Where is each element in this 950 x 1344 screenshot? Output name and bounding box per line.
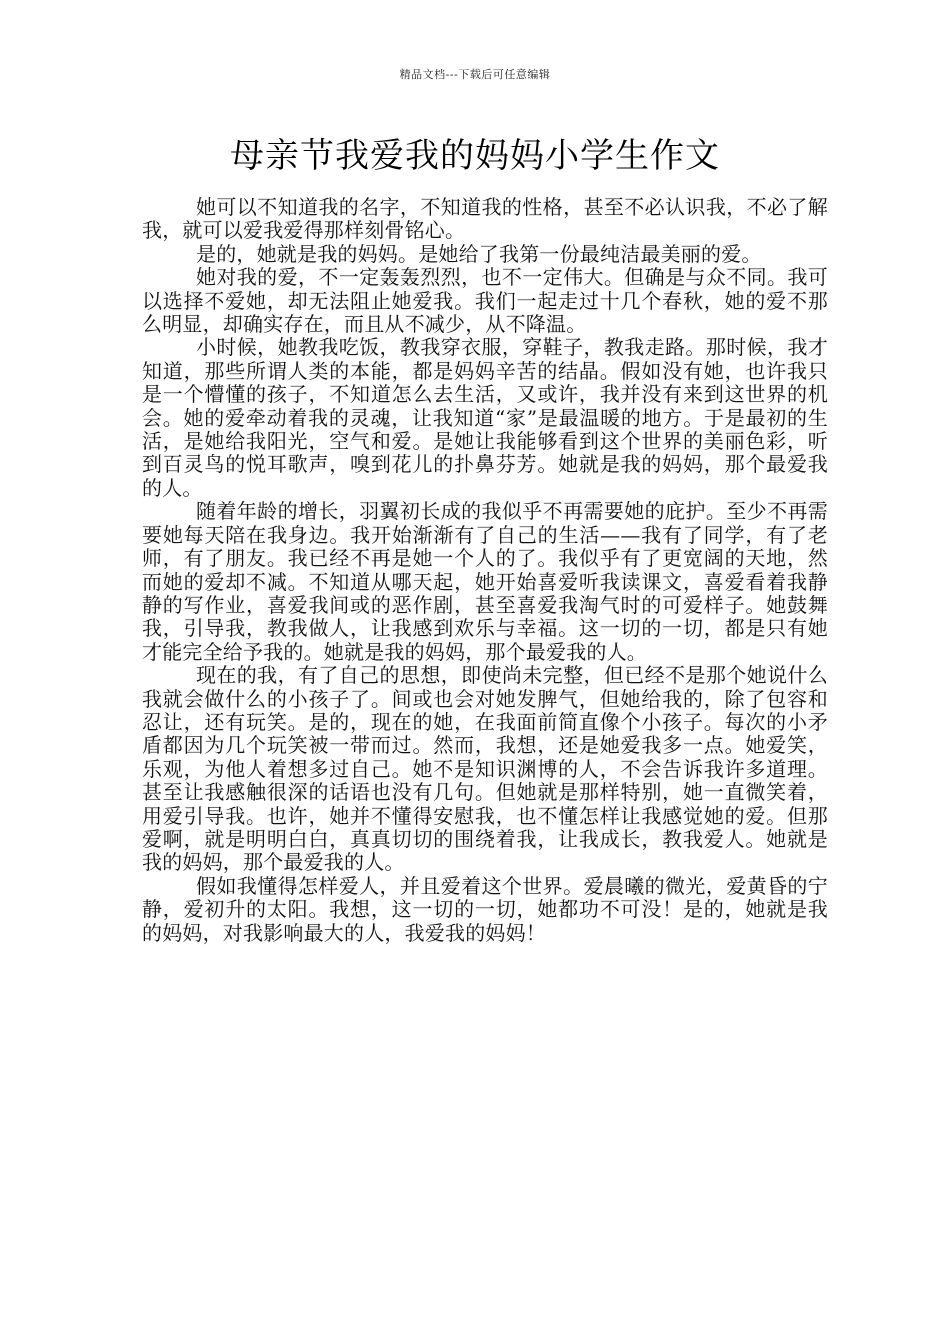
paragraph: 是的，她就是我的妈妈。是她给了我第一份最纯洁最美丽的爱。 [196, 241, 762, 266]
paragraph: 她可以不知道我的名字，不知道我的性格，甚至不必认识我，不必了解我，就可以爱我爱得那样刻骨铭心。 [142, 195, 828, 243]
paragraph: 她对我的爱，不一定轰轰烈烈，也不一定伟大。但确是与众不同。我可以选择不爱她，却无法阻止她爱我。我们一起走过十几个春秋，她的爱不那么明显，却确实存在，而且从不减少，从不降温。 [142, 265, 828, 337]
paragraph: 现在的我，有了自己的思想，即使尚未完整，但已经不是那个她说什么我就会做什么的小孩子了。间或也会对她发脾气，但她给我的，除了包容和忍让，还有玩笑。是的，现在的她，在我面前简直像个小孩子。每次的小矛盾都因为几个玩笑被一带而过。然而，我想，还是她爱我多一点。她爱笑，乐观，为他人着想多过自己。她不是知识渊博的人，不会告诉我许多道理。甚至让我感触很深的话语也没有几句。但她就是那样特别，她一直微笑着，用爱引导我。也许，她并不懂得安慰我，也不懂怎样让我感觉她的爱。但那爱啊，就是明明白白，真真切切的围绕着我，让我成长，教我爱人。她就是我的妈妈，那个最爱我的人。 [142, 663, 828, 875]
header-note: 精品文档---下载后可任意编辑 [399, 68, 551, 81]
paragraph: 随着年龄的增长，羽翼初长成的我似乎不再需要她的庇护。至少不再需要她每天陪在我身边。我开始渐渐有了自己的生活——我有了同学，有了老师，有了朋友。我已经不再是她一个人的了。我似乎有了更宽阔的天地，然而她的爱却不减。不知道从哪天起，她开始喜爱听我读课文，喜爱看着我静静的写作业，喜爱我间或的恶作剧，甚至喜爱我淘气时的可爱样子。她鼓舞我，引导我，教我做人，让我感到欢乐与幸福。这一切的一切，都是只有她才能完全给予我的。她就是我的妈妈，那个最爱我的人。 [142, 499, 828, 664]
paragraph: 小时候，她教我吃饭，教我穿衣服，穿鞋子，教我走路。那时候，我才知道，那些所谓人类的本能，都是妈妈辛苦的结晶。假如没有她，也许我只是一个懵懂的孩子，不知道怎么去生活，又或许，我并没有来到这世界的机会。她的爱牵动着我的灵魂，让我知道“家”是最温暖的地方。于是最初的生活，是她给我阳光，空气和爱。是她让我能够看到这个世界的美丽色彩，听到百灵鸟的悦耳歌声，嗅到花儿的扑鼻芬芳。她就是我的妈妈，那个最爱我的人。 [142, 335, 828, 500]
document-title: 母亲节我爱我的妈妈小学生作文 [230, 136, 720, 176]
essay-body [142, 196, 828, 945]
paragraph: 假如我懂得怎样爱人，并且爱着这个世界。爱晨曦的微光，爱黄昏的宁静，爱初升的太阳。我想，这一切的一切，她都功不可没！是的，她就是我的妈妈，对我影响最大的人，我爱我的妈妈！ [142, 873, 828, 945]
